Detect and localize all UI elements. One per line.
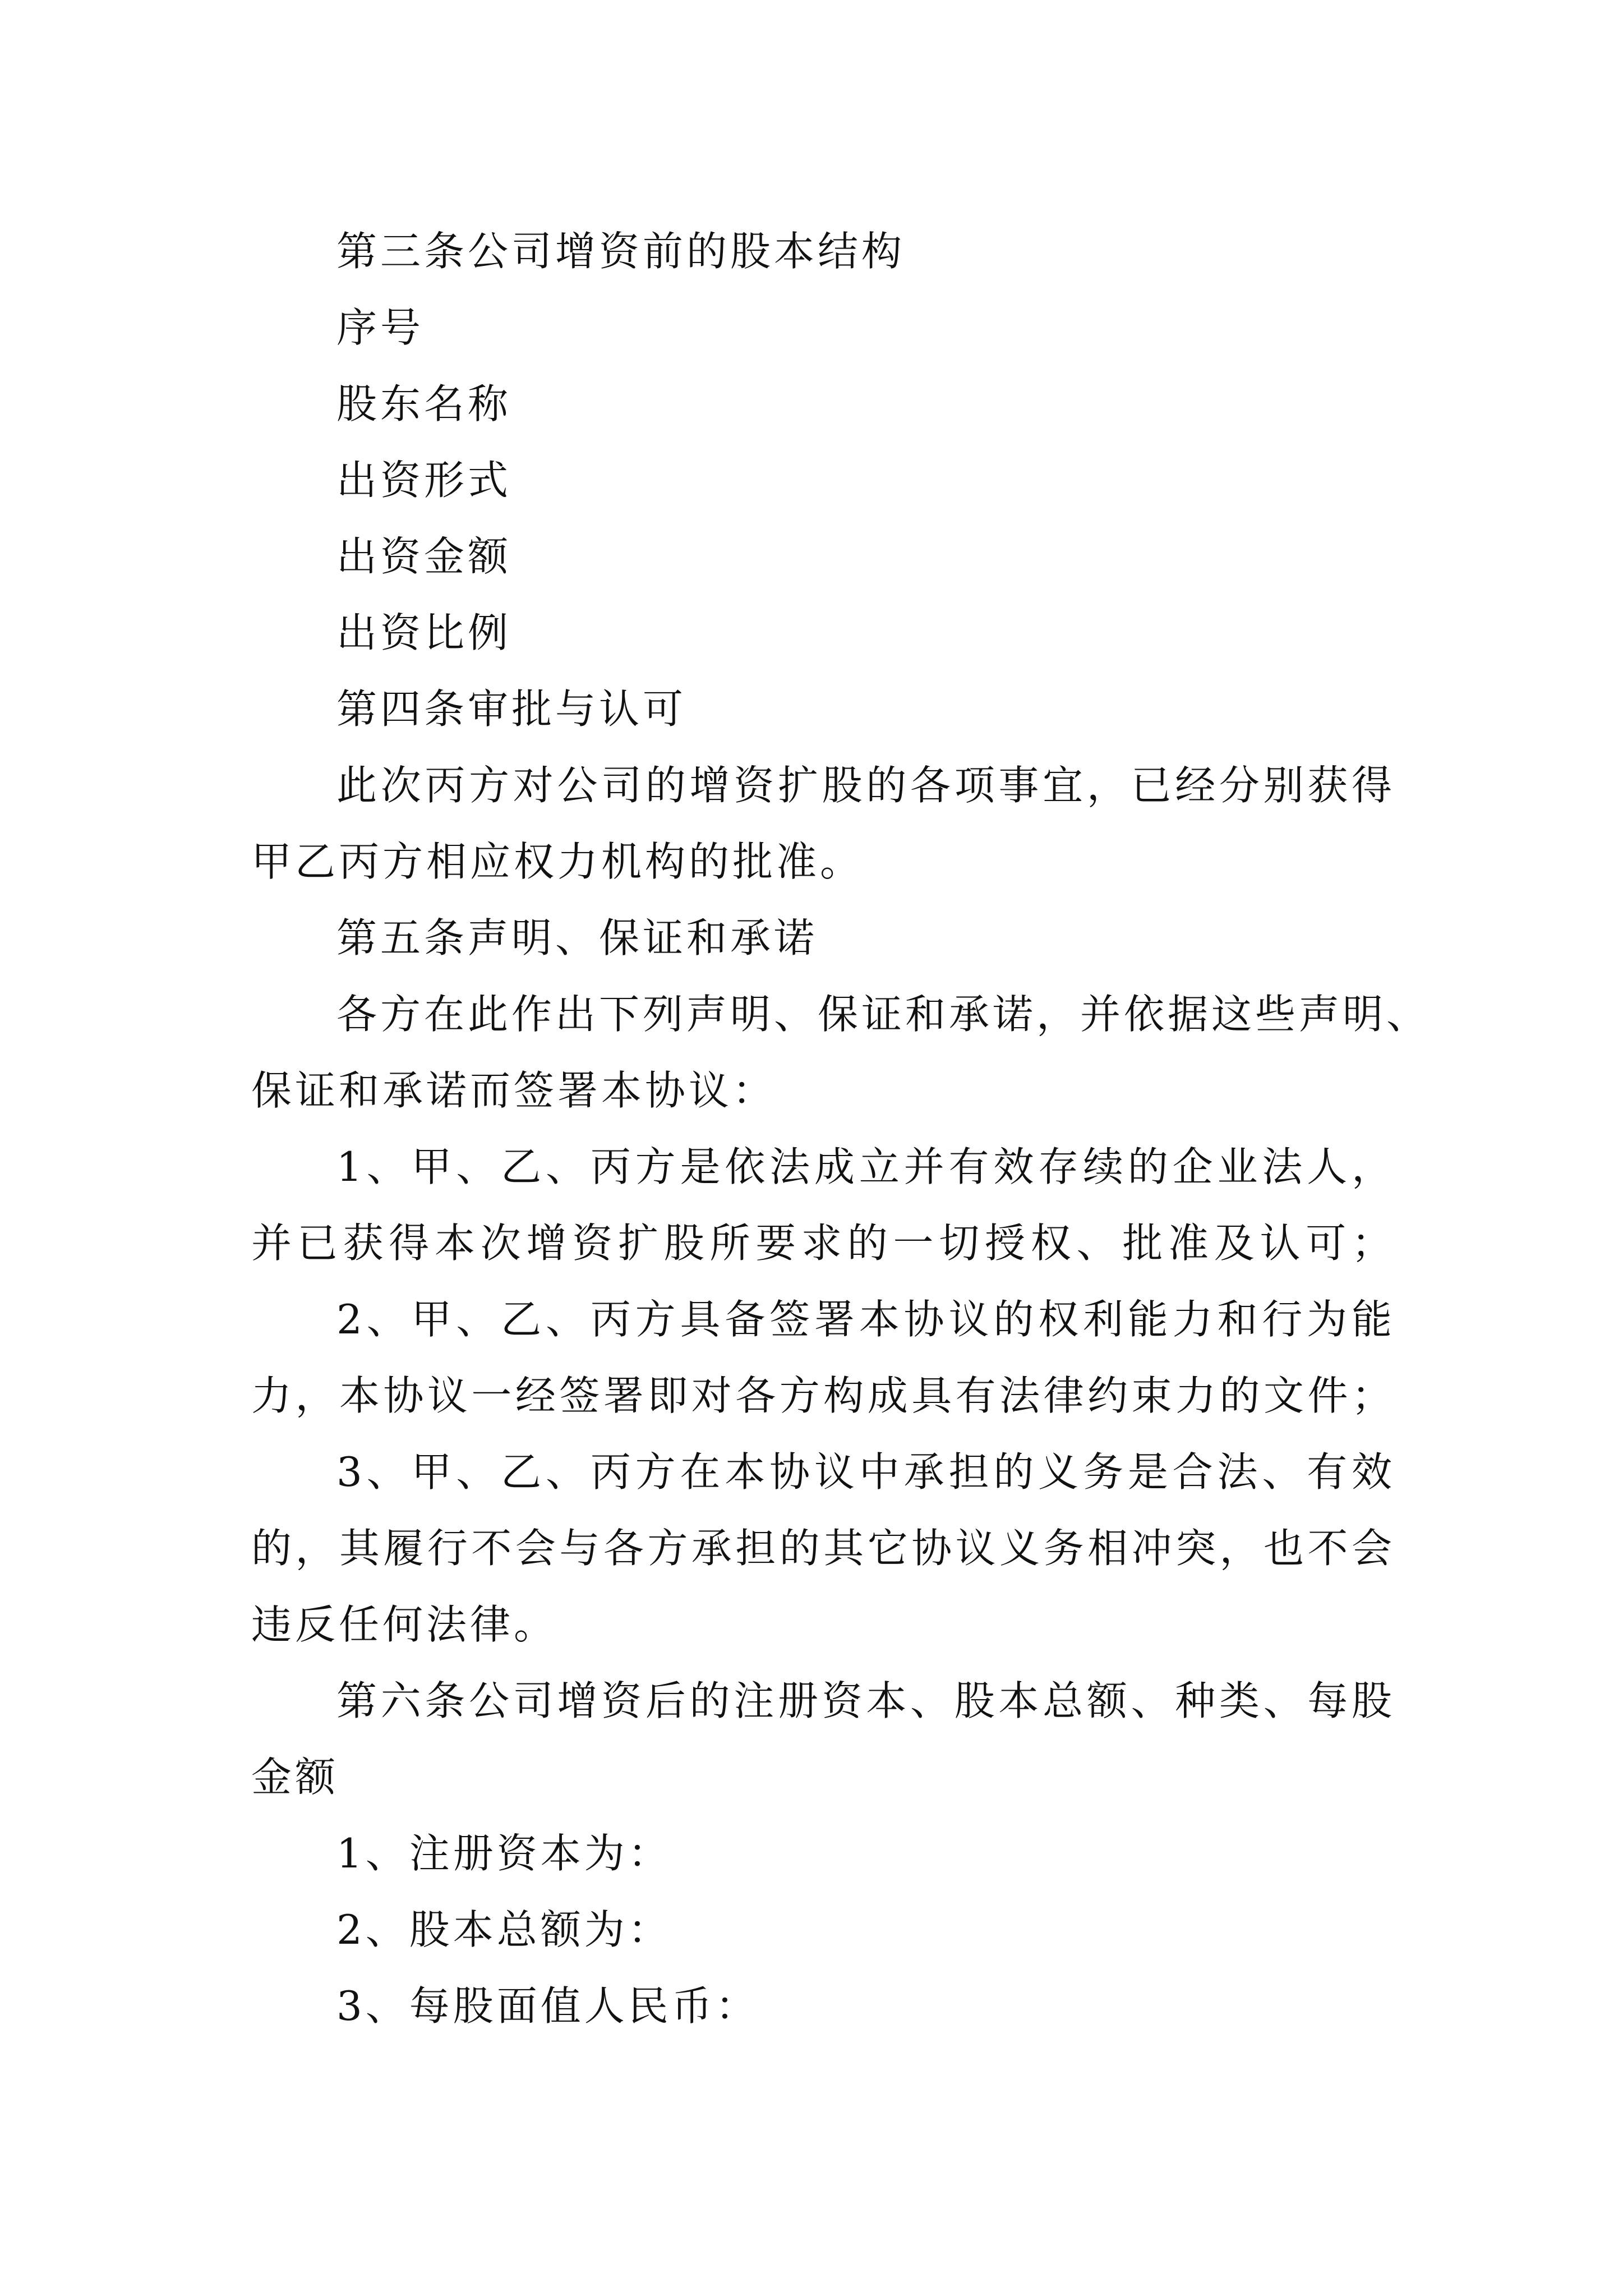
- article-6-heading-line-2: 金额: [251, 1754, 339, 1801]
- article-5-item-1-line-2: 并已获得本次增资扩股所要求的一切授权、批准及认可；: [251, 1220, 1395, 1267]
- table-header-contribution-ratio: 出资比例: [336, 609, 512, 656]
- article-3-heading: 第三条公司增资前的股本结构: [336, 228, 906, 275]
- article-5-item-3-line-3: 违反任何法律。: [251, 1601, 558, 1648]
- article-5-item-3-line-2: 的，其履行不会与各方承担的其它协议义务相冲突，也不会: [251, 1525, 1395, 1572]
- article-5-item-1-line-1: 1、甲、乙、丙方是依法成立并有效存续的企业法人，: [336, 1143, 1395, 1190]
- article-5-item-2-line-2: 力，本协议一经签署即对各方构成具有法律约束力的文件；: [251, 1372, 1395, 1419]
- article-4-heading: 第四条审批与认可: [336, 685, 687, 733]
- article-6-item-2: 2、股本总额为：: [336, 1906, 672, 1953]
- article-5-item-3-line-1: 3、甲、乙、丙方在本协议中承担的义务是合法、有效: [336, 1448, 1395, 1496]
- article-4-paragraph-line-2: 甲乙丙方相应权力机构的批准。: [251, 838, 864, 885]
- article-4-paragraph-line-1: 此次丙方对公司的增资扩股的各项事宜，已经分别获得: [336, 762, 1395, 809]
- article-6-item-3: 3、每股面值人民币：: [336, 1982, 759, 2030]
- article-5-intro-line-1: 各方在此作出下列声明、保证和承诺，并依据这些声明、: [336, 991, 1431, 1038]
- article-5-intro-line-2: 保证和承诺而签署本协议：: [251, 1067, 777, 1114]
- document-body: [251, 213, 1431, 2044]
- table-header-serial-number: 序号: [336, 304, 425, 351]
- article-6-item-1: 1、注册资本为：: [336, 1830, 672, 1877]
- article-5-heading: 第五条声明、保证和承诺: [336, 914, 818, 961]
- table-header-contribution-form: 出资形式: [336, 457, 512, 504]
- article-6-heading-line-1: 第六条公司增资后的注册资本、股本总额、种类、每股: [336, 1677, 1395, 1724]
- article-5-item-2-line-1: 2、甲、乙、丙方具备签署本协议的权利能力和行为能: [336, 1296, 1395, 1343]
- table-header-contribution-amount: 出资金额: [336, 533, 512, 580]
- table-header-shareholder-name: 股东名称: [336, 380, 512, 427]
